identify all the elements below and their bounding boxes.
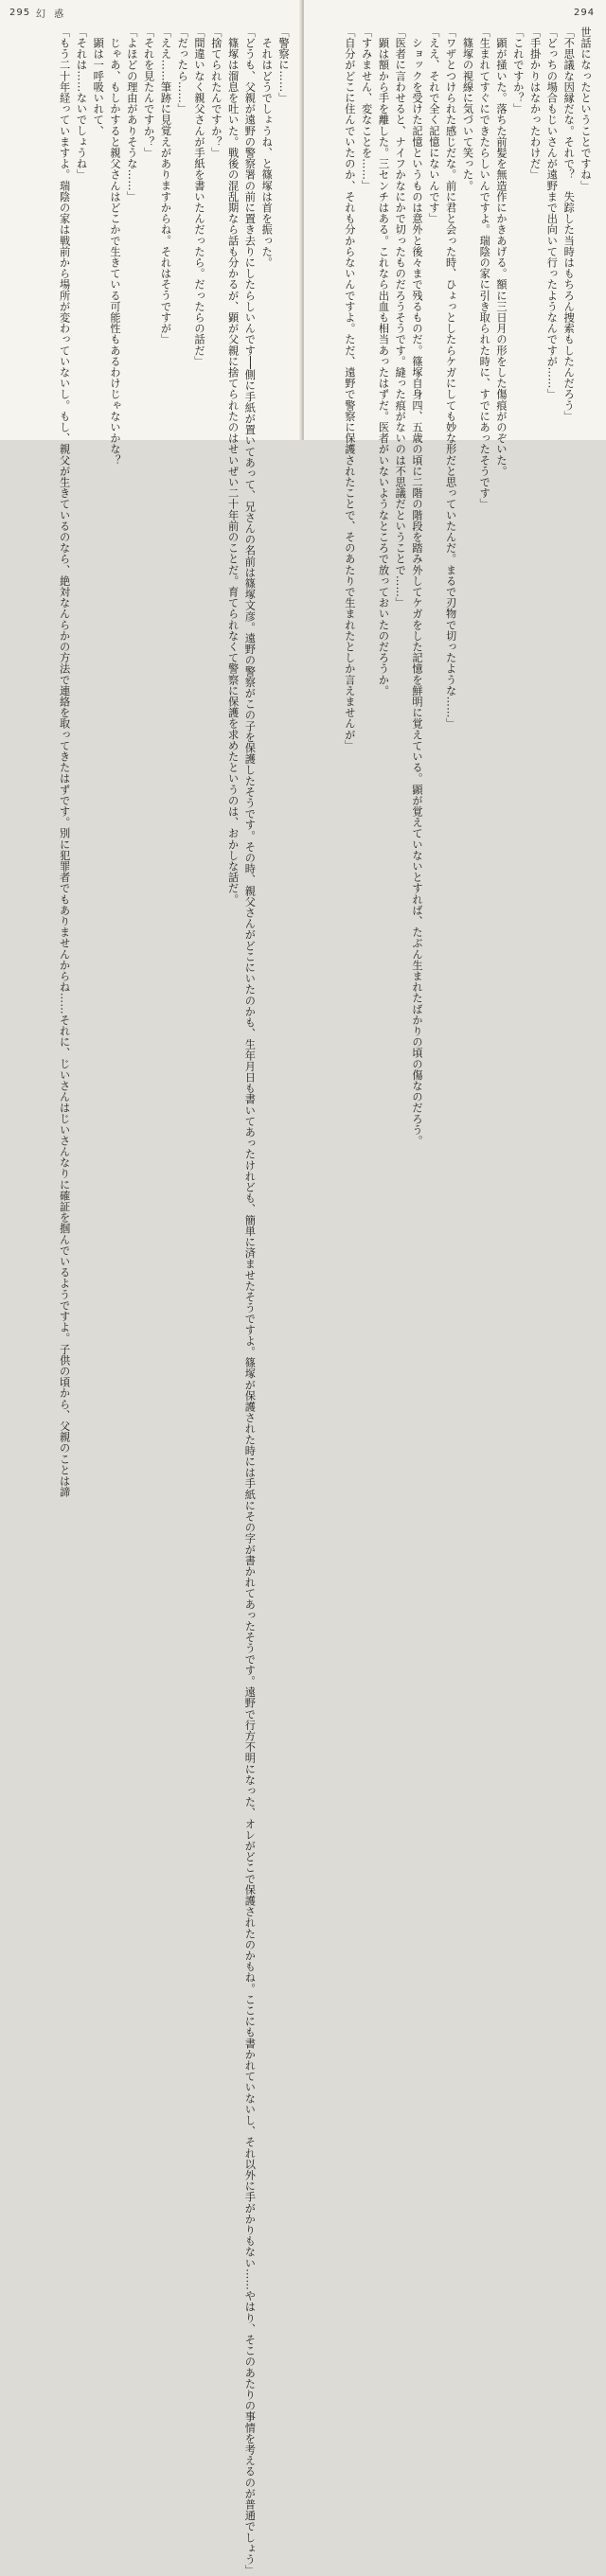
text-line: 「警察に……」 (277, 26, 290, 104)
text-line: 「生まれてすぐにできたらしいんですよ。瑞陰の家に引き取られた時に、すでにあったそうです」 (478, 26, 491, 510)
text-line: 「これですか？」 (511, 26, 525, 115)
text-line: 「それは……ないでしょうね」 (75, 26, 88, 181)
text-line: じゃあ、もしかすると親父さんはどこかで生きている可能性もあるわけじゃないかな？ (109, 26, 122, 466)
text-line: 顕は額から手を離した。三センチはある。これなら出血も相当あったはずだ。医者がいないようなところで放っておいたのだろうか。 (377, 26, 390, 697)
text-line: それはどうでしょうね、と篠塚は首を振った。 (260, 26, 274, 269)
text-line: 「医者に言わせると、ナイフかなにかで切ったものだろうそうです。縫った痕がないのは不思議だということで……」 (394, 26, 407, 609)
text-line: 「間違いなく親父さんが手紙を書いたんだったら。だったらの話だ」 (193, 26, 206, 367)
page-number: 295 (9, 8, 31, 18)
text-line: 「自分がどこに住んでいたのか、それも分からないんですよ。ただ、遠野で警察に保護されたことで、そのあたりで生まれたとしか言えませんが」 (343, 26, 356, 751)
text-line: 世話になったということですね」 (579, 26, 592, 191)
text-line: 顕が掻いた。落ちた前髪を無造作にかきあげる。額に三日月の形をした傷痕がのぞいた。 (495, 26, 508, 477)
text-line: 「ワザとつけられた感じだな。前に君と会った時、ひょっとしたらケガにしても妙な形だと思っていたんだ。まるで刃物で切ったような……」 (444, 26, 457, 730)
page-number: 294 (574, 8, 596, 18)
running-head: 幻 惑 (36, 9, 67, 20)
text-line: 篠塚は溜息を吐いた。戦後の混乱期なら話も分かるが、顕が父親に捨てられたのはせいぜい二十年前のことだ。育てられなくて警察に保護を求めたというのは、おかしな話だ。 (226, 26, 240, 905)
text-line: 「どっちの場合もじいさんが遠野まで出向いて行ったようなんですが……」 (545, 26, 559, 400)
text-line: 「手掛かりはなかったわけだ」 (528, 26, 542, 181)
text-line: 「だったら……」 (176, 26, 189, 115)
right-text-block (312, 26, 594, 1147)
text-line: 「捨てられたんですか？」 (209, 26, 223, 159)
text-line: ショックを受けた記憶というものは意外と後々まで残るものだ。篠塚自身四、五歳の頃に二階の階段を踏み外してケガをした記憶を鮮明に覚えている。顕が覚えていないとすれば、たぶん生まれたばかりの頃の傷なのだろう。 (411, 26, 424, 1147)
text-line: 篠塚の視線に気づいて笑った。 (461, 26, 474, 191)
text-line: 「よほどの理由がありそうな……」 (125, 26, 138, 203)
text-line: 「不思議な因縁だな。それで？ 失踪した当時はもちろん捜索もしたんだろう」 (562, 26, 576, 422)
text-line: 「もう二十年経っていますよ。瑞陰の家は戦前から場所が変わっていないし。もし、親父が生きているのなら、絶対なんらかの方法で連絡を取ってきたはずです。別に犯罪者でもありませんからね……それに、じいさんはじいさんなりに確証を掴んでいるようですよ。子供の頃から、父親のことは諦 (58, 26, 71, 1498)
text-line: 「すみません、変なことを……」 (360, 26, 373, 191)
text-line: 顕は一呼吸いれて、 (92, 26, 105, 136)
text-line: 「ええ……筆跡に見覚えがありますからね。それはそうですが」 (159, 26, 172, 345)
text-line: 「どうも、父親が遠野の警察署の前に置き去りにしたらしいんです──側に手紙が置いてあって、兄さんの名前は篠塚文彦。遠野の警察がこの子を保護したそうです。その時、親父さんがどこにいたのかも、生年月日も書いてあったけれども、簡単に済ませたそうですよ。篠塚が保護された時には手紙にその字が書かれてあったそうです。遠野で行方不明になった、オレがどこで保護されたのかもね。ここにも書かれていないし、それ以外に手がかりもない……やはり、そこのあたりの事情を考えるのが普通でしょう」 (243, 26, 257, 2576)
text-line: 「それを見たんですか？」 (142, 26, 155, 159)
left-text-block (13, 26, 292, 2576)
text-line: 「ええ、それで全く記憶にないんです」 (427, 26, 440, 224)
right-page (304, 0, 606, 1147)
left-page (0, 0, 302, 2576)
